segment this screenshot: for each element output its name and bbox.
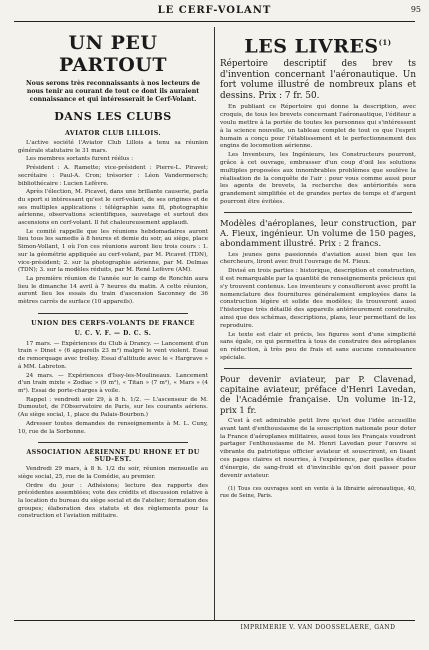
paragraph: Le comité rappelle que les réunions hebdomadaires auront lieu tous les samedis à 8 heures et demie du soir, au siège, place Simon-Vollant, 1 où l'on ces réunions auront lieu trois cours : 1. sur la géométrie appliquée au cerf-volant, par M. Picavet (TDN), vice-président; 2. sur la photographie aérienne, par M. Delmas (TDN); 3. sur la modèles réduits, par M. René Lefèvre (AM).	[18, 228, 208, 274]
club1-title: AVIATOR CLUB LILLOIS.	[64, 130, 162, 137]
paragraph: La première réunion de l'année sur le camp de Ronchin aura lieu le dimanche 14 avril à 7 heures du matin. A cette réunion, auront lieu les essais du train d'ascension Saconney de 36 mètres carrés de surface (10 appareils).	[18, 275, 208, 306]
section-title: DANS LES CLUBS	[54, 110, 172, 123]
paragraph: Adresser toutes demandes de renseignements à M. L. Cuny, 10, rue de la Sorbonne.	[18, 420, 208, 435]
page-number: 95	[410, 5, 421, 14]
paragraph: Après l'élection, M. Picavet, dans une brillante causerie, parla du sport si intéressant qu'est le cerf-volant, de ses origines et de ses multiples applications : télégraphie sans fil, photographie aérienne, observations scientifiques, sauvetage et surtout des ascensions en cerf-volant. Il fut chaleureusement applaudi.	[18, 189, 208, 227]
paragraph: Divisé en trois parties : historique, description et construction, il est remarquable par la quantité de renseignements précieux qui s'y trouvent contenus. Les inventeurs y consulteront avec profit la nomenclature des fournitures généralement employées dans la construction légère et solide des modèles; ils trouveront aussi l'historique très détaillé des appareils antérieurement construits, ainsi que des schémas, descriptions, plans, leur permettant de les reproduire.	[220, 268, 416, 329]
club2-subtitle: U. C. V. F. — D. C. S.	[74, 329, 152, 337]
right-title-wrap	[220, 32, 416, 57]
paragraph: Le texte est clair et précis, les figures sont d'une simplicité sans égale, ce qui permettra à tous de construire des aéroplanes en réduction, à très peu de frais et sans aucune connaissance spéciale.	[220, 331, 416, 361]
intro-note: Nous serons très reconnaissants à nos lecteurs de nous tenir au courant de tout ce dont ils auraient connaissance et qui intéresserait le Cerf-Volant.	[26, 80, 200, 103]
paragraph: En publiant ce Répertoire qui donne la description, avec croquis, de tous les brevets concernant l'aéronautique, l'éditeur a voulu mettre à la portée de toutes les personnes qui s'intéressent à la science nouvelle, un tableau complet de tout ce que l'esprit humain a conçu pour l'établissement et le perfectionnement des engins de locomotion aérienne.	[220, 104, 416, 150]
column-divider	[214, 27, 215, 620]
book1-lead: Répertoire descriptif des brev ts d'invention concernant l'aéronautique. Un fort volume illustré de nombreux plans et dessins. Prix : 7 fr. 50.	[220, 59, 416, 101]
separator	[224, 368, 412, 369]
paragraph: Président : A. Ramette; vice-président : Pierre-L. Piravet; secrétaire : Paul-A. Cron; trésorier : Léon Vandermersch; bibliothécaire : Lucien Lefèvre.	[18, 165, 208, 187]
title-footnote-mark: (1)	[378, 38, 392, 47]
page-header	[0, 5, 429, 19]
paragraph: L'active société l'Aviator Club Lillois a tenu sa réunion générale statutaire le 31 mars.	[18, 140, 208, 154]
paragraph: C'est à cet admirable petit livre qu'est due l'idée accueillie avant tant d'enthousiasme de la souscription nationale pour doter la France d'aéroplanes militaires, aussi tous les Français voudront partager l'enthousiasme de M. Henri Lavedan pour l'œuvre si vibrante du patriotique officier aviateur et souscriront, en lisant ces pages claires et nourries, à l'expérience, par quelles études d'énergie, de sang-froid et d'invincible qu'on doit passer pour devenir aviateur.	[220, 417, 416, 479]
right-title: LES LIVRES	[244, 35, 379, 58]
book3-lead: Pour devenir aviateur, par P. Clavenad, capitaine aviateur, préface d'Henri Lavedan, de l'Académie française. Un volume in-12, prix 1 fr.	[220, 373, 416, 415]
journal-title: LE CERF-VOLANT	[157, 5, 272, 16]
paragraph: Les Inventeurs, les Ingénieurs, les Constructeurs pourront, grâce à cet ouvrage, embrasser d'un coup d'œil les solutions multiples proposées aux innombrables problèmes que soulève la réalisation de la conquête de l'air : pour vous comme aussi pour les agents de brevets, la recherche des antériorités sera grandement simplifiée et de grandes pertes de temps et d'argent pourront être évitées.	[220, 152, 416, 205]
paragraph: Les membres sortants furent réélus :	[26, 156, 134, 163]
paragraph: 17 mars. — Expériences du Club à Drancy. — Lancement d'un train « Dinet » (6 appareils 23 m²) malgré le vent violent. Essai de remorquage avec trolley. Essai d'altitude avec le « Hargrave » à MM. Labreton.	[18, 340, 208, 370]
header-rule	[14, 21, 415, 22]
printer-imprint: IMPRIMERIE V. VAN DOOSSELAERE, GAND	[240, 624, 396, 631]
left-column	[18, 30, 208, 618]
paragraph: Rappel : vendredi soir 29, à 8 h. 1/2. — L'ascenseur de M. Dumoutet, de l'Observatoire de Paris, sur les courants aériens. (Au siège social, 1, place du Palais-Bourbon.)	[18, 396, 208, 419]
paragraph: Vendredi 29 mars, à 8 h. 1/2 du soir, réunion mensuelle au siège social, 25, rue de la Comédie, au premier.	[18, 466, 208, 480]
left-title: UN PEU PARTOUT	[59, 32, 167, 76]
book2-lead: Modèles d'aéroplanes, leur construction, par A. Fieux, ingénieur. Un volume de 150 pages, abondamment illustré. Prix : 2 francs.	[220, 217, 416, 249]
footer-rule	[14, 620, 415, 621]
right-column	[220, 30, 416, 618]
footnote: (1) Tous ces ouvrages sont en vente à la librairie aéronautique, 40, rue de Seine, Paris.	[220, 486, 416, 500]
separator	[38, 442, 188, 443]
club3-title: ASSOCIATION AÉRIENNE DU RHONE ET DU SUD-EST.	[26, 449, 200, 464]
paragraph: Ordre du jour : Adhésions; lecture des rapports des précédentes assemblées; vote des crédits et discussion relative à la location du bureau du siège social et de l'atelier; formation des groupes; élaboration des statuts et des règlements pour la construction et l'aviation militaire.	[18, 482, 208, 520]
separator	[38, 313, 188, 314]
paragraph: Les jeunes gens passionnés d'aviation aussi bien que les chercheurs, liront avec fruit l'ouvrage de M. Fieux.	[220, 251, 416, 266]
club2-title: UNION DES CERFS-VOLANTS DE FRANCE	[31, 319, 195, 327]
paragraph: 24 mars. — Expériences d'Issy-les-Moulineaux. Lancement d'un train mixte « Zodiac » (9 m²), « Titan » (7 m²), « Mars » (4 m²). Essai de porte-charges à voile.	[18, 372, 208, 394]
separator	[224, 212, 412, 213]
